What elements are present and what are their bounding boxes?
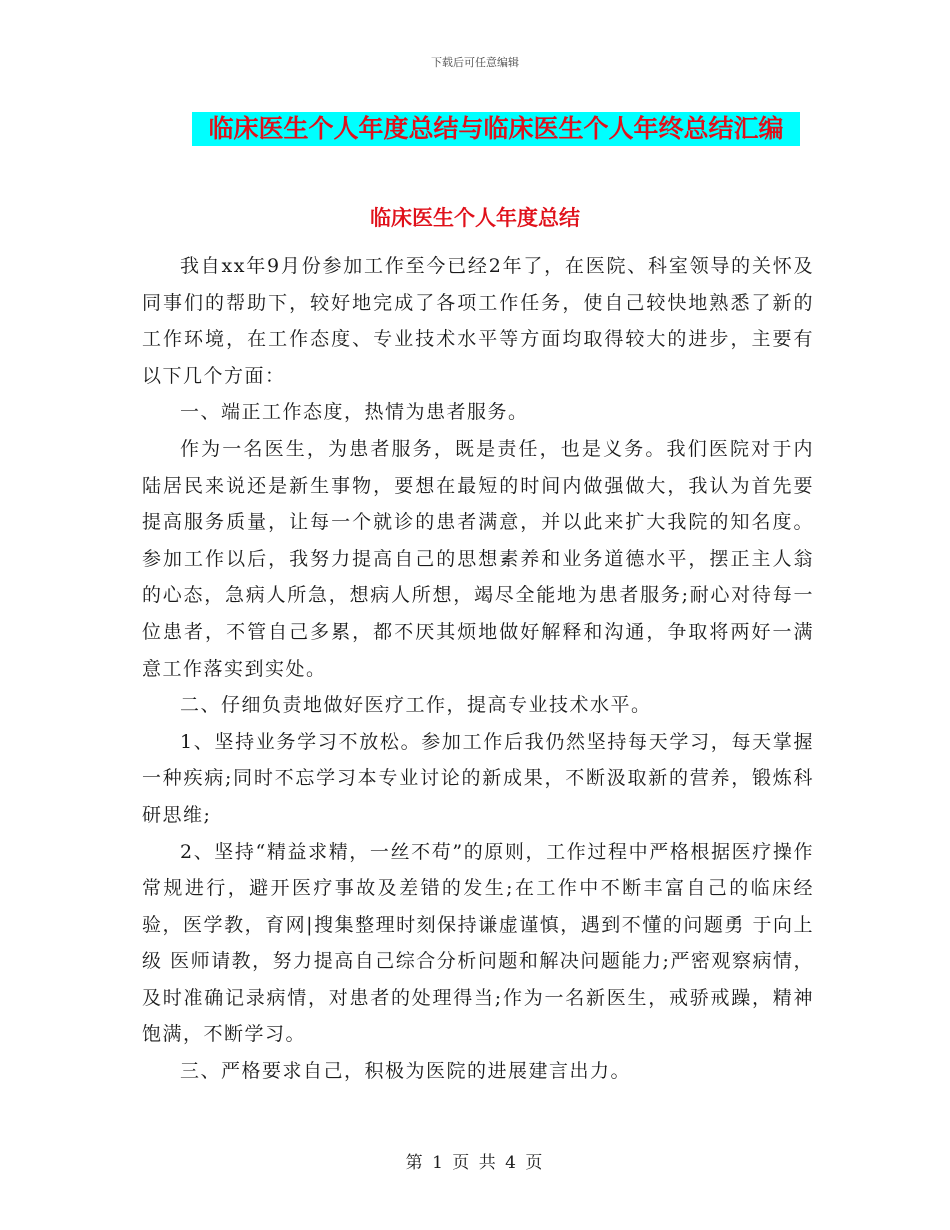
paragraph: 一、端正工作态度，热情为患者服务。 [180,401,529,424]
header-note: 下载后可任意编辑 [431,56,519,69]
document-main-title: 临床医生个人年度总结与临床医生个人年终总结汇编 [192,112,800,146]
paragraph: 作为一名医生，为患者服务，既是责任，也是义务。我们医院对于内陆居民来说还是新生事物，要想在最短的时间内做强做大，我认为首先要提高服务质量，让每一个就诊的患者满意，并以此来扩大我院的知名度。参加工作以后，我努力提高自己的思想素养和业务道德水平，摆正主人翁的心态，急病人所急，想病人所想，竭尽全能地为患者服务;耐心对待每一位患者，不管自己多累，都不厌其烦地做好解释和沟通，争取将两好一满意工作落实到实处。 [142,437,814,680]
paragraph: 三、严格要求自己，积极为医院的进展建言出力。 [180,1060,632,1083]
paragraph: 1、坚持业务学习不放松。参加工作后我仍然坚持每天学习，每天掌握一种疾病;同时不忘学习本专业讨论的新成果，不断汲取新的营养，锻炼科研思维; [142,730,814,826]
page-number: 第 1 页 共 4 页 [405,1153,545,1173]
paragraph: 我自xx年9月份参加工作至今已经2年了，在医院、科室领导的关怀及同事们的帮助下，较好地完成了各项工作任务，使自己较快地熟悉了新的工作环境，在工作态度、专业技术水平等方面均取得较大的进步，主要有以下几个方面： [142,255,814,387]
document-body [142,248,814,1090]
section-title: 临床医生个人年度总结 [370,206,580,230]
paragraph: 2、坚持“精益求精，一丝不苟”的原则，工作过程中严格根据医疗操作常规进行，避开医疗事故及差错的发生;在工作中不断丰富自己的临床经验，医学教，育网|搜集整理时刻保持谦虚谨慎，遇到不懂的问题勇 于向上级 医师请教，努力提高自己综合分析问题和解决问题能力;严密观察病情，及时准确记录病情，对患者的处理得当;作为一名新医生，戒骄戒躁，精神饱满，不断学习。 [142,840,814,1046]
paragraph: 二、仔细负责地做好医疗工作，提高专业技术水平。 [180,694,652,717]
